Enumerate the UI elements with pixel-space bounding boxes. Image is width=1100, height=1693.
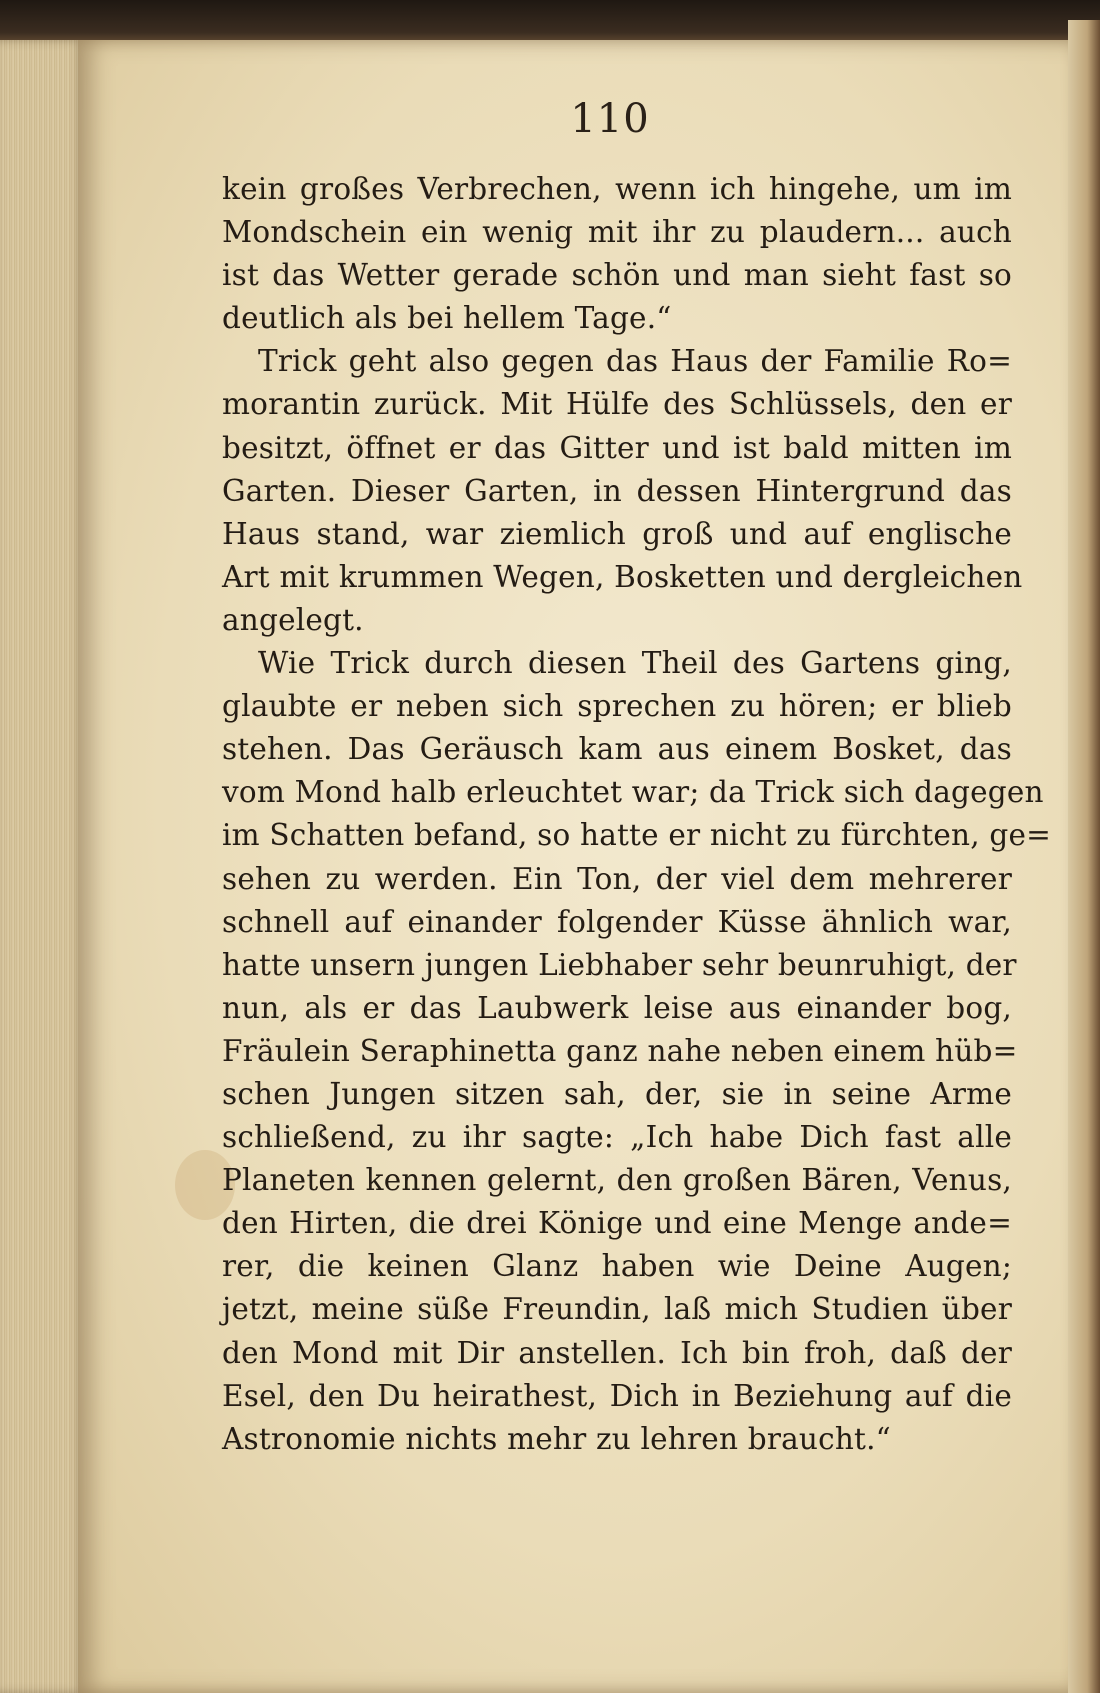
text-line: sehen zu werden. Ein Ton, der viel dem mehrerer: [222, 861, 1012, 896]
text-line: Trick geht also gegen das Haus der Familie Ro=: [258, 344, 1012, 379]
text-line: angelegt.: [222, 602, 364, 637]
text-line: den Mond mit Dir anstellen. Ich bin froh, daß der: [222, 1335, 1012, 1370]
text-line: Astronomie nichts mehr zu lehren braucht.“: [222, 1421, 891, 1456]
text-line: vom Mond halb erleuchtet war; da Trick sich dagegen: [222, 775, 1044, 810]
text-line: schließend, zu ihr sagte: „Ich habe Dich fast alle: [222, 1120, 1012, 1155]
book-cover-right: [1068, 20, 1100, 1693]
text-line: deutlich als bei hellem Tage.“: [222, 301, 672, 336]
text-line: rer, die keinen Glanz haben wie Deine Augen;: [222, 1249, 1012, 1284]
page-edges: [0, 40, 85, 1693]
text-line: ist das Wetter gerade schön und man sieht fast so: [222, 258, 1012, 293]
text-line: jetzt, meine süße Freundin, laß mich Studien über: [222, 1292, 1012, 1327]
text-line: Wie Trick durch diesen Theil des Gartens ging,: [258, 646, 1012, 681]
text-line: Mondschein ein wenig mit ihr zu plaudern... auch: [222, 215, 1012, 250]
text-line: stehen. Das Geräusch kam aus einem Bosket, das: [222, 732, 1012, 767]
text-line: Haus stand, war ziemlich groß und auf englische: [222, 516, 1012, 551]
page-text: [222, 168, 1052, 1461]
text-line: besitzt, öffnet er das Gitter und ist bald mitten im: [222, 430, 1012, 465]
text-line: schen Jungen sitzen sah, der, sie in seine Arme: [222, 1076, 1012, 1111]
text-line: kein großes Verbrechen, wenn ich hingehe, um im: [222, 172, 1012, 206]
text-line: Fräulein Seraphinetta ganz nahe neben einem hüb=: [222, 1033, 1018, 1068]
text-line: im Schatten befand, so hatte er nicht zu fürchten, ge=: [222, 818, 1052, 853]
text-line: schnell auf einander folgender Küsse ähnlich war,: [222, 904, 1012, 939]
text-line: Esel, den Du heirathest, Dich in Beziehung auf die: [222, 1378, 1012, 1413]
text-line: Planeten kennen gelernt, den großen Bären, Venus,: [222, 1163, 1012, 1198]
text-line: morantin zurück. Mit Hülfe des Schlüssels, den er: [222, 387, 1012, 422]
text-line: Garten. Dieser Garten, in dessen Hintergrund das: [222, 473, 1012, 508]
text-line: hatte unsern jungen Liebhaber sehr beunruhigt, der: [222, 947, 1017, 982]
text-line: nun, als er das Laubwerk leise aus einander bog,: [222, 990, 1012, 1025]
page-number: 110: [570, 96, 650, 142]
text-line: Art mit krummen Wegen, Bosketten und dergleichen: [222, 559, 1023, 594]
text-line: den Hirten, die drei Könige und eine Menge ande=: [222, 1206, 1012, 1241]
text-line: glaubte er neben sich sprechen zu hören; er blieb: [222, 689, 1012, 724]
